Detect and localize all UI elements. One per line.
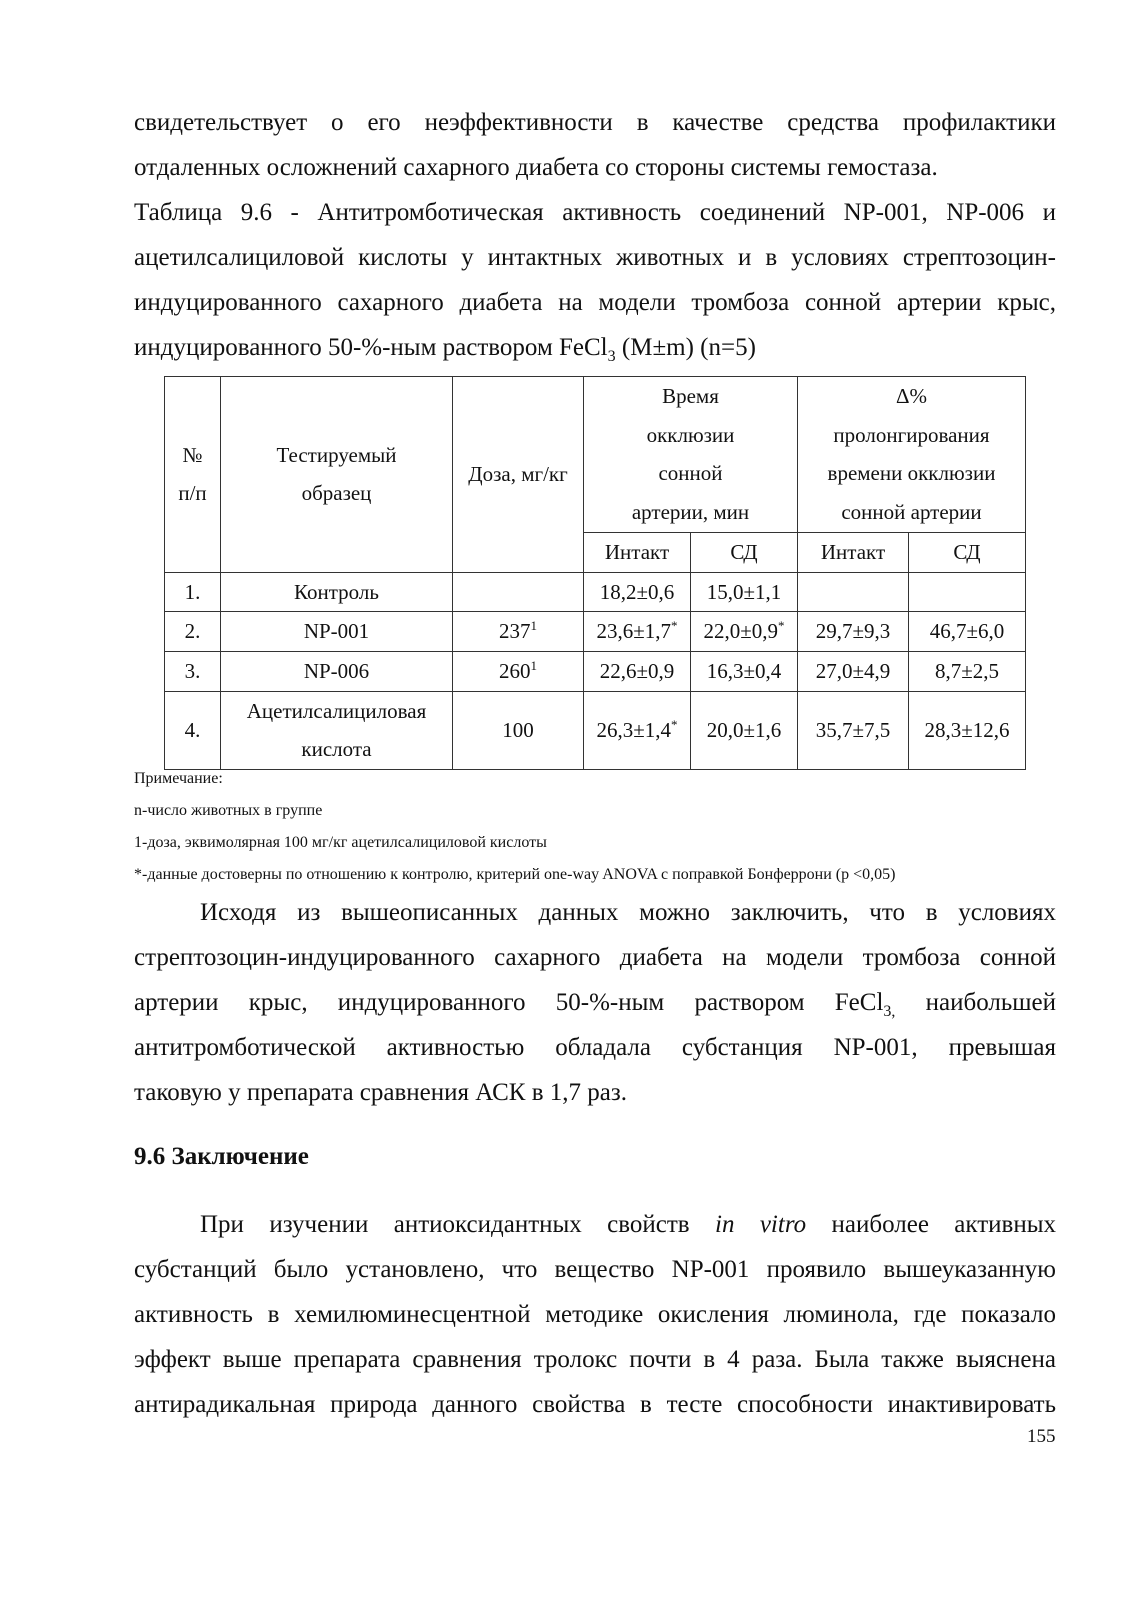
cell-sample: NP-001 bbox=[221, 612, 453, 652]
cell-sample: NP-006 bbox=[221, 651, 453, 691]
text-line: Исходя из вышеописанных данных можно заключить, что в условиях bbox=[200, 899, 1056, 926]
cell-dose: $260^1$ bbox=[453, 651, 584, 691]
cell-occ-sd: 15,0±1,1 bbox=[691, 572, 798, 612]
header-occ-intact: Интакт bbox=[584, 532, 691, 572]
paragraph-conclusion-table bbox=[134, 890, 1056, 1115]
text-line: активность в хемилюминесцентной методике окисления люминола, где показало bbox=[134, 1301, 1056, 1328]
cell-delta-sd: 46,7±6,0 bbox=[909, 612, 1026, 652]
paragraph-summary bbox=[134, 1202, 1056, 1427]
cell-occ-intact: 23,6±1,7* bbox=[584, 612, 691, 652]
text-line: Таблица 9.6 - Антитромботическая активность соединений NP-001, NP-006 и bbox=[134, 199, 1056, 226]
table-header-row bbox=[165, 377, 1026, 533]
text-line: При изучении антиоксидантных свойств in vitro наиболее активных bbox=[200, 1211, 1056, 1238]
text-line: стрептозоцин-индуцированного сахарного диабета на модели тромбоза сонной bbox=[134, 944, 1056, 971]
cell-dose bbox=[453, 572, 584, 612]
text-line: индуцированного сахарного диабета на модели тромбоза сонной артерии крыс, bbox=[134, 289, 1056, 316]
note-line: *-данные достоверны по отношению к контролю, критерий one-way ANOVA с поправкой Бонферрони (p <0,05) bbox=[134, 866, 896, 883]
cell-delta-intact: 27,0±4,9 bbox=[798, 651, 909, 691]
text-line: индуцированного 50-%-ным раствором FeCl$_3$ (M±m) (n=5) bbox=[134, 334, 756, 365]
cell-sample: Ацетилсалициловая кислота bbox=[221, 691, 453, 769]
cell-dose: 100 bbox=[453, 691, 584, 769]
text-line: субстанций было установлено, что вещество NP-001 проявило вышеуказанную bbox=[134, 1256, 1056, 1283]
cell-sample: Контроль bbox=[221, 572, 453, 612]
header-delta-intact: Интакт bbox=[798, 532, 909, 572]
header-occ-sd: СД bbox=[691, 532, 798, 572]
cell-num: 3. bbox=[165, 651, 221, 691]
note-line: n-число животных в группе bbox=[134, 802, 323, 819]
data-table bbox=[164, 376, 1026, 770]
cell-dose: $237^1$ bbox=[453, 612, 584, 652]
paragraph-intro bbox=[134, 100, 1056, 190]
text-line: артерии крыс, индуцированного 50-%-ным раствором FeCl$_{3,}$ наибольшей bbox=[134, 989, 1056, 1020]
text-line: свидетельствует о его неэффективности в качестве средства профилактики bbox=[134, 109, 1056, 136]
header-delta-sd: СД bbox=[909, 532, 1026, 572]
cell-occ-sd: 16,3±0,4 bbox=[691, 651, 798, 691]
cell-num: 1. bbox=[165, 572, 221, 612]
header-dose: Доза, мг/кг bbox=[453, 377, 584, 573]
header-num: № п/п bbox=[165, 377, 221, 573]
section-heading: 9.6 Заключение bbox=[134, 1143, 309, 1170]
header-delta: Δ% пролонгирования времени окклюзии сонной артерии bbox=[798, 377, 1026, 533]
table-caption bbox=[134, 190, 1056, 370]
table-row bbox=[165, 612, 1026, 652]
cell-occ-intact: 26,3±1,4* bbox=[584, 691, 691, 769]
cell-delta-intact: 35,7±7,5 bbox=[798, 691, 909, 769]
cell-occ-intact: 22,6±0,9 bbox=[584, 651, 691, 691]
cell-delta-sd: 28,3±12,6 bbox=[909, 691, 1026, 769]
cell-delta-sd: 8,7±2,5 bbox=[909, 651, 1026, 691]
cell-delta-intact bbox=[798, 572, 909, 612]
header-sample: Тестируемый образец bbox=[221, 377, 453, 573]
table-row bbox=[165, 651, 1026, 691]
header-occlusion: Время окклюзии сонной артерии, мин bbox=[584, 377, 798, 533]
text-line: антирадикальная природа данного свойства в тесте способности инактивировать bbox=[134, 1391, 1056, 1418]
cell-occ-sd: 20,0±1,6 bbox=[691, 691, 798, 769]
note-title: Примечание: bbox=[134, 770, 223, 787]
cell-num: 2. bbox=[165, 612, 221, 652]
cell-delta-sd bbox=[909, 572, 1026, 612]
cell-occ-intact: 18,2±0,6 bbox=[584, 572, 691, 612]
text-line: эффект выше препарата сравнения тролокс почти в 4 раза. Была также выяснена bbox=[134, 1346, 1056, 1373]
table-row bbox=[165, 691, 1026, 769]
page-number: 155 bbox=[1027, 1426, 1056, 1447]
cell-delta-intact: 29,7±9,3 bbox=[798, 612, 909, 652]
text-line: ацетилсалициловой кислоты у интактных животных и в условиях стрептозоцин- bbox=[134, 244, 1056, 271]
cell-occ-sd: 22,0±0,9* bbox=[691, 612, 798, 652]
text-line: отдаленных осложнений сахарного диабета со стороны системы гемостаза. bbox=[134, 154, 938, 181]
table-row bbox=[165, 572, 1026, 612]
text-line: антитромботической активностью обладала субстанция NP-001, превышая bbox=[134, 1034, 1056, 1061]
text-line: таковую у препарата сравнения АСК в 1,7 раз. bbox=[134, 1079, 627, 1106]
note-line: 1-доза, эквимолярная 100 мг/кг ацетилсалициловой кислоты bbox=[134, 834, 547, 851]
cell-num: 4. bbox=[165, 691, 221, 769]
